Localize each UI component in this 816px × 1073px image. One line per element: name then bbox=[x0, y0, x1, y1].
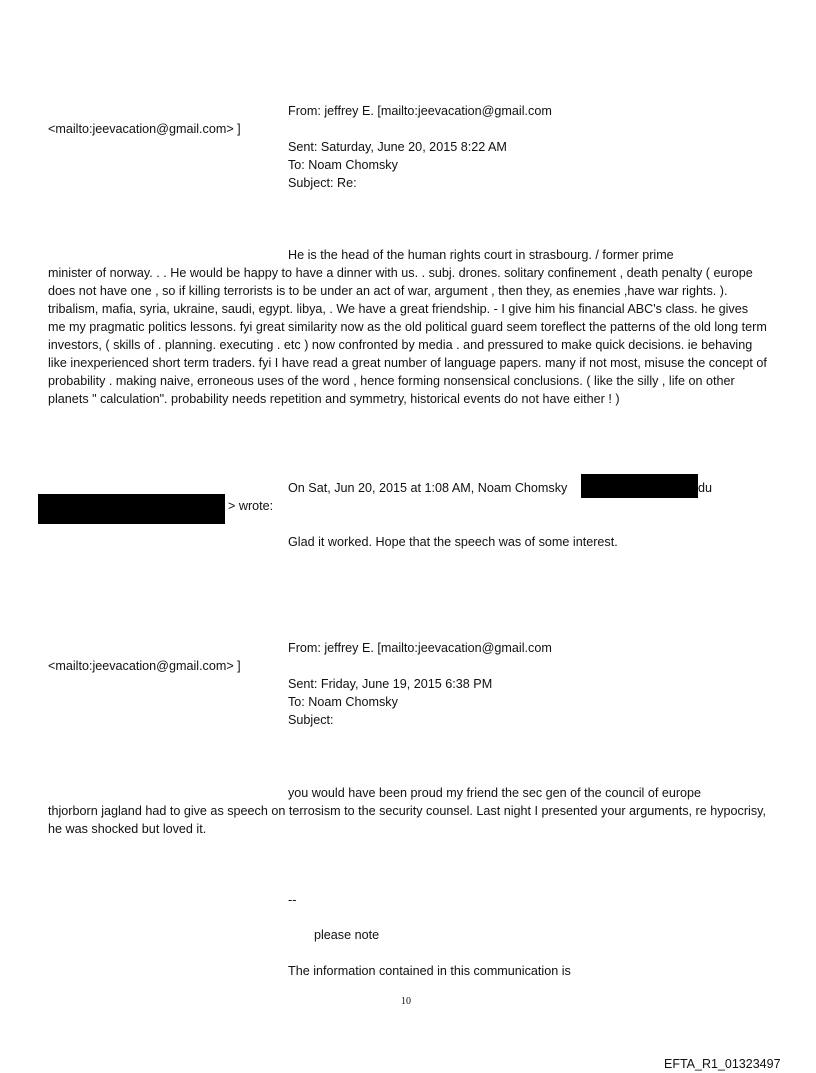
please-note: please note bbox=[314, 928, 380, 942]
email1-from-continued: <mailto:jeevacation@gmail.com> ] bbox=[48, 122, 241, 136]
document-id: EFTA_R1_01323497 bbox=[664, 1057, 781, 1071]
email2-to: To: Noam Chomsky bbox=[288, 695, 398, 709]
body2-text: thjorborn jagland had to give as speech on terrosism to the security counsel. Last night I presented your arguments, re hypocrisy, he was shocked but loved it. bbox=[48, 804, 766, 836]
quote1-attribution: On Sat, Jun 20, 2015 at 1:08 AM, Noam Chomsky bbox=[288, 481, 568, 495]
email2-from: From: jeffrey E. [mailto:jeevacation@gmail.com bbox=[288, 641, 552, 655]
email1-to: To: Noam Chomsky bbox=[288, 158, 398, 172]
body1-first-line: He is the head of the human rights court in strasbourg. / former prime bbox=[288, 248, 674, 262]
body2-first-line: you would have been proud my friend the sec gen of the council of europe bbox=[288, 786, 702, 800]
email2-subject: Subject: bbox=[288, 713, 334, 727]
body1-paragraph bbox=[48, 264, 768, 408]
email2-from-continued: <mailto:jeevacation@gmail.com> ] bbox=[48, 659, 241, 673]
email1-subject: Subject: Re: bbox=[288, 176, 357, 190]
body1-text: minister of norway. . . He would be happy to have a dinner with us. . subj. drones. solitary confinement , death penalty ( europe does not have one , so if killing terrorists is to be under an act of war, argument , then they, as enemies ,have war rights. ). tribalism, mafia, syria, ukraine, saudi, egypt. libya, . We have a great friendship. - I give him his financial ABC's class. he gives me my pragmatic politics lessons. fyi great similarity now as the old political guard seem toreflect the patterns of the old long term investors, ( skills of . planning. executing . etc ) now confronted by media . and pressured to make quick decisions. ie behaving like inexperienced short term traders. fyi I have read a great number of language papers. many if not most, misuse the concept of probability . making naive, erroneous uses of the word , hence forming nonsensical conclusions. ( like the silly , life on other planets " calculation". probability needs repetition and symmetry, historical events do not have either ! ) bbox=[48, 266, 767, 406]
page-number: 10 bbox=[401, 996, 411, 1007]
redaction-box bbox=[581, 474, 698, 498]
redaction-box bbox=[38, 494, 225, 524]
quote1-attribution-trail: du bbox=[698, 481, 713, 495]
email1-from: From: jeffrey E. [mailto:jeevacation@gmail.com bbox=[288, 104, 552, 118]
quote1-message: Glad it worked. Hope that the speech was of some interest. bbox=[288, 535, 618, 549]
email1-sent: Sent: Saturday, June 20, 2015 8:22 AM bbox=[288, 140, 507, 154]
body2-paragraph bbox=[48, 802, 768, 838]
confidentiality-notice: The information contained in this communication is bbox=[288, 964, 571, 978]
signature-separator: -- bbox=[288, 893, 297, 907]
email2-sent: Sent: Friday, June 19, 2015 6:38 PM bbox=[288, 677, 493, 691]
quote1-wrote: > wrote: bbox=[228, 499, 274, 513]
